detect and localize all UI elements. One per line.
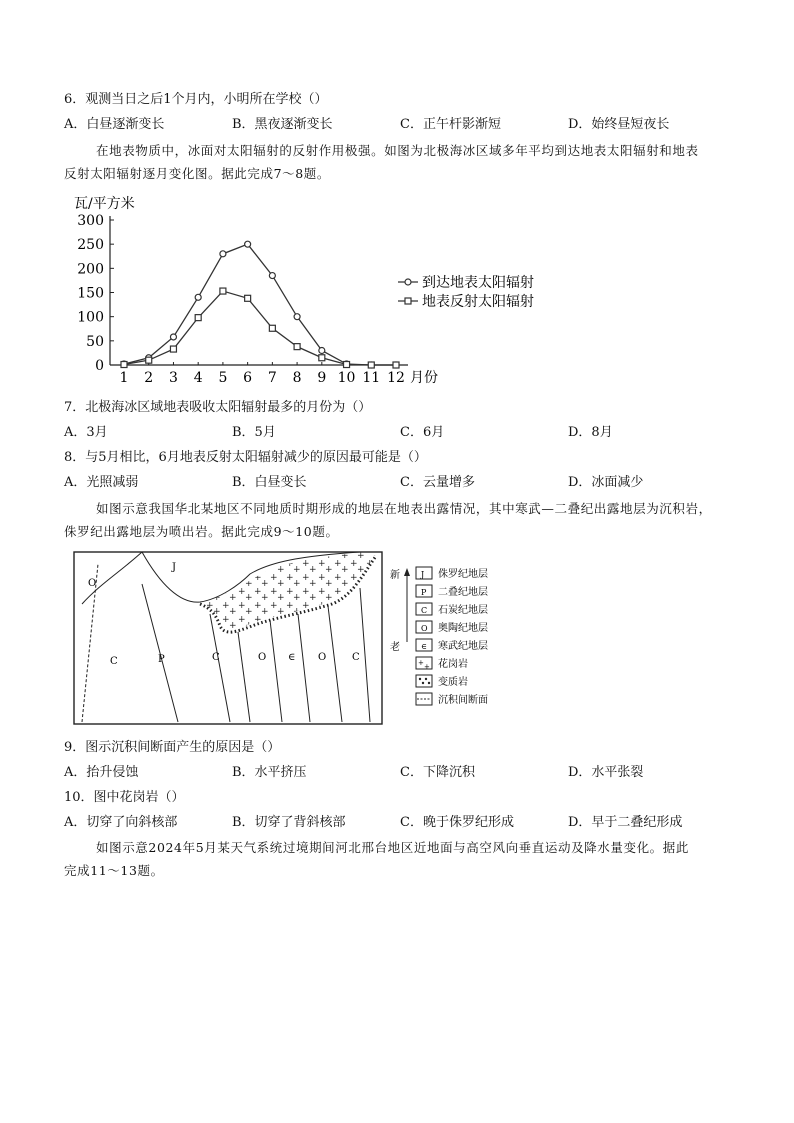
q10-option-b: B．切穿了背斜核部 — [232, 815, 346, 830]
legend-item-o — [416, 621, 488, 634]
svg-text:J: J — [421, 570, 425, 579]
legend-marker-1 — [405, 279, 411, 285]
q9-option-c: C．下降沉积 — [400, 765, 475, 780]
q6-option-c: C．正午杆影渐短 — [400, 117, 501, 132]
legend-item-unconformity — [416, 693, 488, 706]
x-tick-label: 1 — [119, 370, 129, 386]
intro-7-8-line-1: 在地表物质中，冰面对太阳辐射的反射作用极强。如图为北极海冰区域多年平均到达地表太阳辐射和地表 — [96, 143, 699, 158]
x-tick-label: 9 — [317, 370, 327, 386]
legend-label-2: 地表反射太阳辐射 — [422, 294, 534, 310]
q7-option-c: C．6月 — [400, 425, 445, 440]
series-2-point — [294, 344, 300, 350]
legend-item-p — [416, 585, 488, 598]
radiation-line-chart — [60, 190, 560, 390]
question-8-stem: 8．与5月相比，6月地表反射太阳辐射减少的原因最可能是（） — [64, 450, 427, 465]
q10-option-c: C．晚于侏罗纪形成 — [400, 815, 514, 830]
q8-option-a: A．光照减弱 — [64, 475, 139, 490]
series-2-point — [195, 315, 201, 321]
question-6-stem: 6．观测当日之后1个月内，小明所在学校（） — [64, 92, 328, 107]
q6-option-b: B．黑夜逐渐变长 — [232, 117, 333, 132]
y-tick-label: 100 — [77, 309, 104, 326]
x-tick-label: 4 — [193, 370, 203, 386]
legend-item-granite — [416, 657, 468, 671]
q7-option-b: B．5月 — [232, 425, 276, 440]
map-label-o-1: O — [88, 578, 97, 589]
x-axis-label: 月份 — [410, 370, 438, 386]
y-tick-label: 200 — [77, 261, 104, 278]
svg-text:奥陶纪地层: 奥陶纪地层 — [438, 623, 488, 634]
series-2-point — [319, 355, 325, 361]
x-tick-label: 8 — [292, 370, 302, 386]
series-1-point — [195, 294, 201, 300]
series-2-point — [121, 362, 127, 368]
y-tick-label: 300 — [77, 213, 104, 229]
x-tick-label: 3 — [168, 370, 178, 386]
legend-label-1: 到达地表太阳辐射 — [422, 275, 534, 291]
x-tick-label: 5 — [218, 370, 228, 386]
series-2-point — [269, 325, 275, 331]
q7-option-a: A．3月 — [64, 425, 108, 440]
svg-text:∈: ∈ — [421, 642, 427, 651]
x-tick-label: 6 — [243, 370, 253, 386]
series-2-point — [170, 346, 176, 352]
x-tick-label: 11 — [362, 370, 381, 386]
legend-arrow-head — [404, 568, 410, 576]
series-1-point — [269, 273, 275, 279]
series-1-point — [245, 241, 251, 247]
intro-11-13-line-1: 如图示意2024年5月某天气系统过境期间河北邢台地区近地面与高空风向垂直运动及降水量变化。据此 — [96, 840, 689, 855]
map-label-p: P — [158, 654, 165, 665]
q9-option-a: A．抬升侵蚀 — [64, 765, 139, 780]
y-axis-label: 瓦/平方米 — [74, 196, 135, 212]
map-label-c-1: C — [110, 656, 118, 667]
q8-option-c: C．云量增多 — [400, 475, 475, 490]
question-7-stem: 7．北极海冰区域地表吸收太阳辐射最多的月份为（） — [64, 400, 372, 415]
legend-old: 老 — [390, 642, 400, 653]
geologic-map — [60, 544, 520, 732]
legend-item-c — [416, 603, 488, 616]
svg-text:花岗岩: 花岗岩 — [438, 659, 468, 670]
series-line-2 — [124, 291, 396, 365]
map-label-c-2: C — [212, 652, 220, 663]
series-2-point — [245, 295, 251, 301]
x-tick-label: 10 — [337, 370, 356, 386]
series-1-point — [294, 314, 300, 320]
series-2-point — [146, 357, 152, 363]
question-9-stem: 9．图示沉积间断面产生的原因是（） — [64, 740, 281, 755]
map-label-o-2: O — [258, 652, 267, 663]
q10-option-d: D．早于二叠纪形成 — [568, 815, 683, 830]
svg-text:沉积间断面: 沉积间断面 — [438, 695, 488, 706]
q9-option-b: B．水平挤压 — [232, 765, 307, 780]
y-tick-label: 150 — [77, 285, 104, 302]
intro-7-8-line-2: 反射太阳辐射逐月变化图。据此完成7～8题。 — [64, 166, 331, 181]
map-label-j: J — [172, 562, 177, 573]
legend-marker-2 — [405, 298, 411, 304]
map-label-cambrian: ∈ — [288, 652, 296, 663]
svg-text:二叠纪地层: 二叠纪地层 — [438, 587, 488, 598]
q7-option-d: D．8月 — [568, 425, 613, 440]
svg-text:O: O — [421, 624, 428, 633]
svg-text:侏罗纪地层: 侏罗纪地层 — [438, 569, 488, 580]
intro-9-10-line-2: 侏罗纪出露地层为喷出岩。据此完成9～10题。 — [64, 524, 339, 539]
q8-option-d: D．冰面减少 — [568, 475, 644, 490]
series-2-point — [393, 362, 399, 368]
series-1-point — [220, 251, 226, 257]
q8-option-b: B．白昼变长 — [232, 475, 307, 490]
svg-text:寒武纪地层: 寒武纪地层 — [438, 641, 488, 652]
x-tick-label: 7 — [267, 370, 277, 386]
intro-9-10-line-1: 如图示意我国华北某地区不同地质时期形成的地层在地表出露情况，其中寒武—二叠纪出露地层为沉积岩， — [96, 501, 712, 516]
legend-item-j — [416, 567, 488, 580]
series-2-point — [344, 362, 350, 368]
svg-text:+: + — [418, 659, 424, 667]
legend-new: 新 — [390, 570, 400, 581]
q6-option-d: D．始终昼短夜长 — [568, 117, 670, 132]
series-2-point — [368, 362, 374, 368]
intro-11-13-line-2: 完成11～13题。 — [64, 863, 164, 878]
question-10-stem: 10．图中花岗岩（） — [64, 790, 185, 805]
svg-text:+: + — [424, 663, 430, 671]
q9-option-d: D．水平张裂 — [568, 765, 644, 780]
y-tick-label: 0 — [95, 358, 104, 374]
series-line-1 — [124, 244, 396, 365]
svg-text:C: C — [421, 606, 428, 615]
map-label-c-3: C — [352, 652, 360, 663]
svg-text:变质岩: 变质岩 — [438, 677, 468, 688]
legend-item-metamorphic — [416, 675, 468, 688]
y-tick-label: 50 — [86, 333, 104, 350]
q6-option-a: A．白昼逐渐变长 — [64, 117, 165, 132]
y-tick-label: 250 — [77, 237, 104, 254]
x-tick-label: 2 — [144, 370, 154, 386]
map-label-o-3: O — [318, 652, 327, 663]
svg-text:P: P — [421, 588, 427, 597]
series-2-point — [220, 288, 226, 294]
q10-option-a: A．切穿了向斜核部 — [64, 815, 178, 830]
series-1-point — [319, 348, 325, 354]
legend-item-cambrian — [416, 639, 488, 652]
x-tick-label: 12 — [387, 370, 405, 386]
series-1-point — [170, 334, 176, 340]
svg-text:石炭纪地层: 石炭纪地层 — [438, 605, 488, 616]
